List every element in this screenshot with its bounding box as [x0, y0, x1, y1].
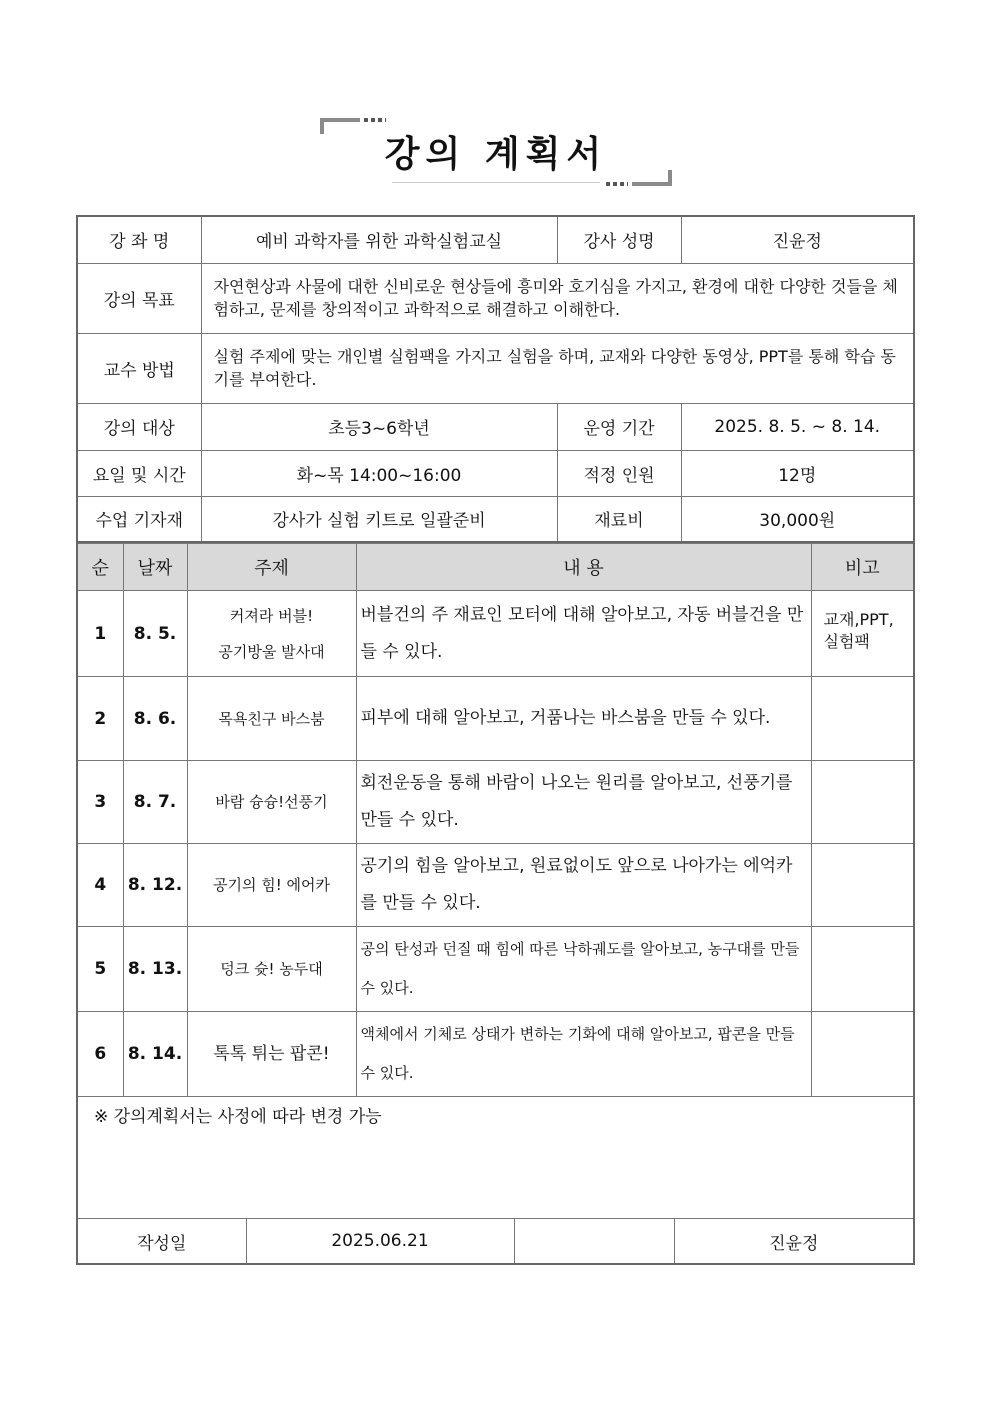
title-dots-decoration: [364, 118, 386, 122]
table-row: [77, 761, 914, 844]
course-info-table: [76, 215, 915, 543]
row-date: 8. 5.: [123, 591, 187, 677]
header-topic: 주제: [187, 544, 356, 591]
course-label: 강 좌 명: [77, 216, 201, 263]
header-content: 내 용: [356, 544, 811, 591]
table-row: [77, 927, 914, 1012]
schedule-value: 화~목 14:00~16:00: [201, 450, 557, 496]
header-note: 비고: [811, 544, 914, 591]
row-note: [811, 1012, 914, 1097]
title-block: [320, 118, 672, 188]
fee-label: 재료비: [557, 496, 681, 542]
period-value: 2025. 8. 5. ~ 8. 14.: [681, 403, 914, 450]
instructor-name: 진윤정: [681, 216, 914, 263]
row-content: 피부에 대해 알아보고, 거품나는 바스붐을 만들 수 있다.: [356, 677, 811, 761]
target-value: 초등3~6학년: [201, 403, 557, 450]
written-date-label: 작성일: [77, 1219, 246, 1265]
row-note: [811, 677, 914, 761]
row-topic: 톡톡 튀는 팝콘!: [187, 1012, 356, 1097]
schedule-table: [76, 543, 915, 1097]
schedule-header-row: [77, 544, 914, 591]
title-corner-decoration: [668, 170, 672, 186]
table-row: [77, 677, 914, 761]
goal-label: 강의 목표: [77, 263, 201, 333]
written-date-value: 2025.06.21: [246, 1219, 514, 1265]
row-content: 공의 탄성과 던질 때 힘에 따른 낙하궤도를 알아보고, 농구대를 만들 수 있다.: [356, 927, 811, 1012]
row-date: 8. 7.: [123, 761, 187, 844]
header-num: 순: [77, 544, 123, 591]
page-title: 강의 계획서: [384, 134, 608, 175]
title-corner-decoration: [632, 182, 672, 186]
row-topic: 바람 슝슝!선풍기: [187, 761, 356, 844]
row-note: [811, 761, 914, 844]
row-num: 2: [77, 677, 123, 761]
target-label: 강의 대상: [77, 403, 201, 450]
row-date: 8. 13.: [123, 927, 187, 1012]
capacity-value: 12명: [681, 450, 914, 496]
row-date: 8. 6.: [123, 677, 187, 761]
row-date: 8. 12.: [123, 844, 187, 927]
row-content: 공기의 힘을 알아보고, 원료없이도 앞으로 나아가는 에억카를 만들 수 있다.: [356, 844, 811, 927]
row-num: 5: [77, 927, 123, 1012]
row-topic: 덩크 슛! 농두대: [187, 927, 356, 1012]
row-num: 1: [77, 591, 123, 677]
row-num: 6: [77, 1012, 123, 1097]
author-name: 진윤정: [674, 1219, 914, 1265]
goal-text: 자연현상과 사물에 대한 신비로운 현상들에 흥미와 호기심을 가지고, 환경에 대한 다양한 것들을 체험하고, 문제를 창의적이고 과학적으로 해결하고 이해한다.: [201, 263, 914, 333]
change-notice: ※ 강의계획서는 사정에 따라 변경 가능: [77, 1096, 914, 1219]
title-underline: [392, 182, 600, 183]
schedule-label: 요일 및 시간: [77, 450, 201, 496]
row-topic: 공기의 힘! 에어카: [187, 844, 356, 927]
row-num: 4: [77, 844, 123, 927]
table-row: [77, 1012, 914, 1097]
title-dots-decoration: [606, 182, 628, 186]
row-content: 회전운동을 통해 바람이 나오는 원리를 알아보고, 선풍기를 만들 수 있다.: [356, 761, 811, 844]
table-row: [77, 844, 914, 927]
materials-value: 강사가 실험 키트로 일괄준비: [201, 496, 557, 542]
row-topic-line: 커져라 버블!: [229, 606, 314, 625]
method-text: 실험 주제에 맞는 개인별 실험팩을 가지고 실험을 하며, 교재와 다양한 동영상, PPT를 통해 학습 동기를 부여한다.: [201, 333, 914, 403]
method-label: 교수 방법: [77, 333, 201, 403]
period-label: 운영 기간: [557, 403, 681, 450]
row-note: 교재,PPT, 실험팩: [811, 591, 914, 677]
row-note: [811, 844, 914, 927]
instructor-label: 강사 성명: [557, 216, 681, 263]
materials-label: 수업 기자재: [77, 496, 201, 542]
footer-blank-cell: [514, 1219, 674, 1265]
capacity-label: 적정 인원: [557, 450, 681, 496]
row-topic-line: 공기방울 발사대: [218, 642, 325, 661]
header-date: 날짜: [123, 544, 187, 591]
footer-table: [76, 1096, 915, 1265]
title-corner-decoration: [320, 118, 360, 122]
table-row: [77, 591, 914, 677]
row-topic: [187, 591, 356, 677]
row-content: 버블건의 주 재료인 모터에 대해 알아보고, 자동 버블건을 만들 수 있다.: [356, 591, 811, 677]
row-num: 3: [77, 761, 123, 844]
row-content: 액체에서 기체로 상태가 변하는 기화에 대해 알아보고, 팝콘을 만들 수 있다.: [356, 1012, 811, 1097]
row-topic: 목욕친구 바스붐: [187, 677, 356, 761]
row-date: 8. 14.: [123, 1012, 187, 1097]
row-note: [811, 927, 914, 1012]
course-name: 예비 과학자를 위한 과학실험교실: [201, 216, 557, 263]
fee-value: 30,000원: [681, 496, 914, 542]
